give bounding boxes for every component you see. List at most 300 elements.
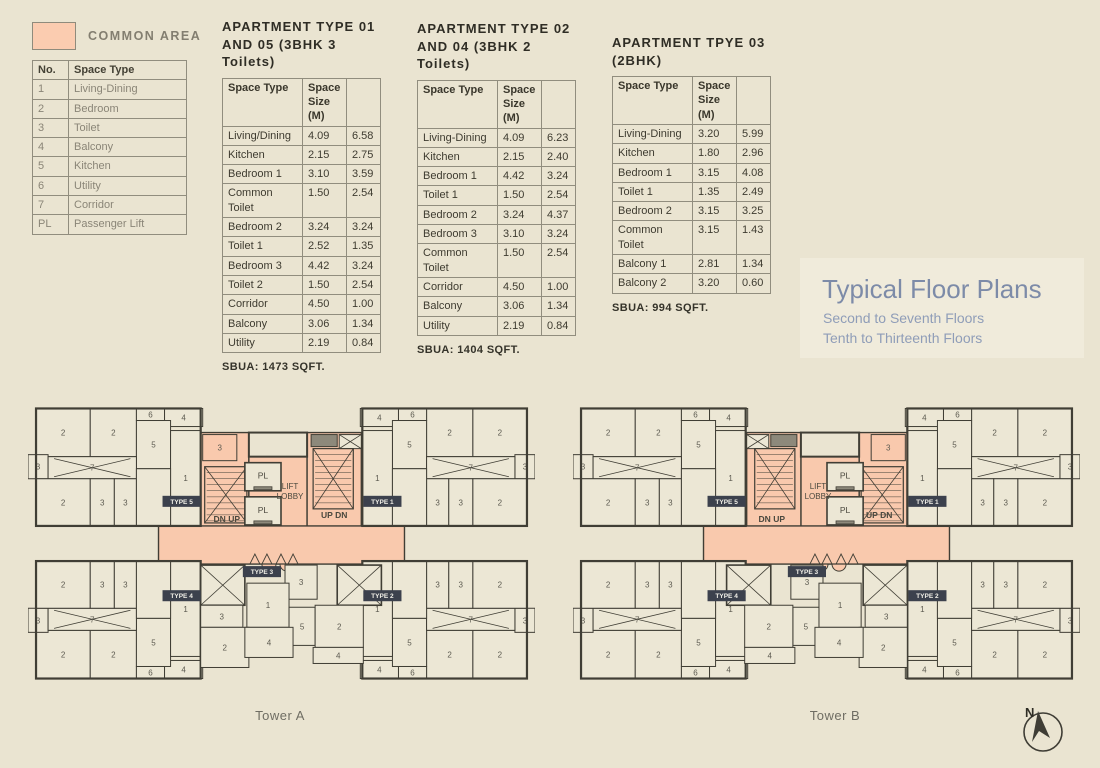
- column-header: Space Size (M): [303, 78, 347, 126]
- table-cell: Living-Dining: [69, 80, 187, 99]
- apartment-type-02-block: [417, 20, 579, 356]
- apartment-type-02-title-line2: AND 04 (3BHK 2 Toilets): [417, 38, 532, 72]
- plan-text-label: 4: [726, 413, 731, 423]
- table-cell: Bedroom 2: [418, 205, 498, 224]
- table-row: [33, 176, 187, 195]
- plan-text-label: 3: [35, 616, 41, 626]
- table-cell: 3.20: [693, 124, 737, 143]
- compass-north-label: N: [1025, 705, 1035, 720]
- table-cell: Bedroom 1: [613, 163, 693, 182]
- plan-text-label: 2: [992, 650, 997, 660]
- plan-text-label: 3: [1003, 498, 1008, 508]
- plan-text-label: 3: [645, 498, 650, 508]
- table-cell: 1.34: [347, 314, 381, 333]
- plan-text-label: 3: [458, 498, 463, 508]
- table-row: [33, 118, 187, 137]
- table-cell: 5: [33, 157, 69, 176]
- room: [136, 561, 170, 618]
- plan-text-label: LOBBY: [804, 491, 832, 501]
- table-cell: 4.09: [303, 126, 347, 145]
- plan-text-label: 6: [955, 410, 960, 420]
- plan-text-label: 7: [1013, 463, 1018, 473]
- floors-subtitle-1: Second to Seventh Floors: [823, 310, 985, 326]
- plan-text-label: 3: [668, 580, 673, 590]
- plan-text-label: 3: [100, 498, 105, 508]
- plan-text-label: 2: [1042, 650, 1048, 660]
- plan-text-label: 1: [920, 604, 925, 614]
- table-row: [418, 167, 576, 186]
- north-compass: [1005, 692, 1075, 762]
- plan-text-label: UP DN: [321, 509, 348, 520]
- plan-text-label: TYPE 2: [916, 593, 939, 601]
- table-cell: Toilet 1: [613, 182, 693, 201]
- plan-text-label: 3: [458, 580, 463, 590]
- floors-subtitle-2: Tenth to Thirteenth Floors: [823, 330, 983, 346]
- plan-text-label: 4: [377, 413, 382, 423]
- table-cell: 6.58: [347, 126, 381, 145]
- plan-text-label: 2: [605, 650, 611, 660]
- plan-text-label: PL: [257, 470, 269, 481]
- plan-text-label: 4: [922, 413, 927, 423]
- table-cell: Toilet 2: [223, 275, 303, 294]
- table-cell: 0.60: [737, 274, 771, 293]
- plan-text-label: 2: [605, 498, 611, 508]
- plan-text-label: 7: [90, 463, 95, 473]
- table-cell: Toilet: [69, 118, 187, 137]
- plan-text-label: 3: [1003, 580, 1008, 590]
- plan-text-label: TYPE 2: [371, 593, 394, 601]
- room: [681, 561, 715, 618]
- plan-text-label: 3: [980, 580, 985, 590]
- plan-text-label: 4: [266, 638, 272, 648]
- tower-a-label: Tower A: [255, 708, 305, 723]
- table-cell: 3.24: [303, 218, 347, 237]
- table-row: [223, 237, 381, 256]
- table-cell: Kitchen: [613, 144, 693, 163]
- table-cell: Living/Dining: [223, 126, 303, 145]
- table-row: [33, 157, 187, 176]
- tower-b-label: Tower B: [809, 708, 861, 723]
- table-cell: Common Toilet: [613, 221, 693, 255]
- table-cell: Bedroom 3: [418, 225, 498, 244]
- plan-text-label: 3: [668, 498, 673, 508]
- table-cell: 0.84: [542, 316, 576, 335]
- table-cell: 0.84: [347, 333, 381, 352]
- table-row: [223, 314, 381, 333]
- table-cell: Bedroom 2: [613, 202, 693, 221]
- lift-door: [836, 521, 854, 524]
- table-cell: 3.10: [303, 165, 347, 184]
- column-header: [737, 77, 771, 125]
- table-cell: Bedroom 1: [418, 167, 498, 186]
- table-row: [33, 99, 187, 118]
- duct: [771, 435, 797, 447]
- table-cell: 4: [33, 138, 69, 157]
- plan-text-label: 2: [111, 650, 116, 660]
- table-cell: Bedroom 3: [223, 256, 303, 275]
- data-table: [417, 80, 576, 336]
- plan-text-label: 5: [952, 638, 957, 648]
- plan-text-label: 2: [605, 428, 611, 438]
- table-row: [613, 202, 771, 221]
- table-cell: Toilet 1: [418, 186, 498, 205]
- table-cell: 2.81: [693, 255, 737, 274]
- plan-text-label: 1: [375, 474, 380, 484]
- table-cell: 3.24: [498, 205, 542, 224]
- table-cell: 5.99: [737, 124, 771, 143]
- plan-text-label: 5: [696, 440, 701, 450]
- plan-text-label: TYPE 3: [795, 569, 819, 577]
- plan-text-label: 3: [435, 580, 440, 590]
- table-cell: Balcony: [69, 138, 187, 157]
- plan-text-label: 3: [884, 612, 889, 622]
- common-area: [704, 526, 950, 564]
- plan-text-label: 1: [728, 474, 733, 484]
- table-cell: 2.54: [542, 244, 576, 278]
- typical-floor-plans-panel: [800, 258, 1084, 358]
- plan-text-label: 2: [766, 622, 772, 632]
- table-cell: 2.40: [542, 147, 576, 166]
- column-header: [347, 78, 381, 126]
- door-arc: [832, 564, 846, 571]
- table-row: [223, 218, 381, 237]
- table-cell: Utility: [418, 316, 498, 335]
- plan-text-label: 4: [181, 413, 186, 423]
- table-cell: 3: [33, 118, 69, 137]
- table-cell: 1.34: [737, 255, 771, 274]
- table-cell: Utility: [223, 333, 303, 352]
- table-cell: 1.00: [347, 295, 381, 314]
- duct: [311, 435, 337, 447]
- plan-text-label: 1: [183, 474, 188, 484]
- plan-text-label: 3: [522, 462, 528, 472]
- plan-text-label: DN UP: [213, 513, 241, 524]
- plan-text-label: 2: [497, 650, 503, 660]
- table-cell: 1.50: [498, 244, 542, 278]
- table-cell: 2.19: [498, 316, 542, 335]
- plan-text-label: TYPE 3: [250, 569, 274, 577]
- table-row: [33, 215, 187, 234]
- lift-door: [254, 521, 272, 524]
- table-row: [613, 274, 771, 293]
- lift-door: [836, 487, 854, 490]
- apartment-type-02-sbua: SBUA: 1404 SQFT.: [417, 343, 520, 356]
- table-cell: Living-Dining: [418, 128, 498, 147]
- table-cell: Balcony 1: [613, 255, 693, 274]
- table-cell: Kitchen: [69, 157, 187, 176]
- table-cell: 4.50: [303, 295, 347, 314]
- column-header: [542, 80, 576, 128]
- plan-text-label: 3: [580, 462, 586, 472]
- table-row: [418, 316, 576, 335]
- table-cell: Bedroom 1: [223, 165, 303, 184]
- table-cell: 1.50: [498, 186, 542, 205]
- table-cell: 3.15: [693, 221, 737, 255]
- plan-text-label: 5: [803, 622, 809, 632]
- table-cell: 1.35: [347, 237, 381, 256]
- table-cell: 3.24: [347, 256, 381, 275]
- column-header: No.: [33, 61, 69, 80]
- plan-text-label: 1: [728, 604, 733, 614]
- table-cell: 1.50: [303, 184, 347, 218]
- space-type-table: [32, 60, 201, 235]
- apartment-type-02-title-line1: APARTMENT TYPE 02: [417, 21, 571, 36]
- apartment-type-02-table: [417, 80, 579, 336]
- apartment-type-01-title-line2: AND 05 (3BHK 3 Toilets): [222, 36, 337, 70]
- table-cell: Bedroom 2: [223, 218, 303, 237]
- table-cell: PL: [33, 215, 69, 234]
- plan-text-label: 4: [836, 638, 842, 648]
- plan-text-label: 2: [60, 428, 66, 438]
- plan-text-label: 7: [90, 615, 95, 625]
- plan-text-label: 3: [522, 616, 528, 626]
- plan-text-label: 3: [886, 443, 891, 453]
- table-cell: 1: [33, 80, 69, 99]
- table-cell: 4.42: [303, 256, 347, 275]
- plan-text-label: TYPE 4: [715, 593, 738, 601]
- table-cell: 2.19: [303, 333, 347, 352]
- table-row: [613, 255, 771, 274]
- plan-text-label: 1: [183, 604, 188, 614]
- plan-text-label: 4: [922, 665, 927, 675]
- plan-text-label: 5: [696, 638, 701, 648]
- plan-text-label: 6: [955, 668, 960, 678]
- table-row: [418, 205, 576, 224]
- table-cell: Living-Dining: [613, 124, 693, 143]
- plan-text-label: 4: [181, 665, 186, 675]
- table-cell: Balcony 2: [613, 274, 693, 293]
- plan-text-label: 2: [447, 650, 452, 660]
- table-cell: 1.80: [693, 144, 737, 163]
- table-cell: 2.54: [542, 186, 576, 205]
- typical-floor-plans-heading: Typical Floor Plans: [822, 274, 1042, 304]
- table-cell: 2.75: [347, 145, 381, 164]
- plan-text-label: LOBBY: [276, 491, 304, 501]
- plan-text-label: 5: [407, 638, 412, 648]
- table-cell: Corridor: [418, 277, 498, 296]
- table-cell: Common Toilet: [223, 184, 303, 218]
- table-header-row: [613, 77, 771, 125]
- tower-a-floor-plan: [28, 400, 535, 687]
- plan-text-label: 1: [920, 474, 925, 484]
- plan-text-label: TYPE 1: [916, 498, 939, 506]
- table-row: [418, 297, 576, 316]
- plan-text-label: 5: [299, 622, 305, 632]
- plan-text-label: 3: [435, 498, 440, 508]
- plan-text-label: 4: [377, 665, 382, 675]
- common-area-legend: [32, 22, 201, 235]
- plan-text-label: 5: [407, 440, 412, 450]
- plan-text-label: 5: [151, 440, 156, 450]
- plan-text-label: 2: [1042, 498, 1048, 508]
- plan-text-label: 2: [60, 650, 66, 660]
- plan-text-label: 2: [60, 580, 66, 590]
- plan-text-label: PL: [839, 470, 851, 481]
- table-row: [613, 182, 771, 201]
- plan-text-label: 6: [148, 668, 153, 678]
- column-header: Space Size (M): [498, 80, 542, 128]
- plan-text-label: 2: [447, 428, 452, 438]
- plan-text-label: 2: [222, 643, 228, 653]
- plan-text-label: 3: [100, 580, 105, 590]
- table-row: [613, 163, 771, 182]
- plan-text-label: 3: [1067, 616, 1073, 626]
- table-cell: Utility: [69, 176, 187, 195]
- table-cell: Toilet 1: [223, 237, 303, 256]
- plan-text-label: 2: [656, 650, 661, 660]
- table-cell: Corridor: [223, 295, 303, 314]
- plan-text-label: 3: [1067, 462, 1073, 472]
- plan-text-label: 4: [335, 651, 341, 661]
- apartment-type-01-table: [222, 78, 382, 353]
- table-cell: 4.09: [498, 128, 542, 147]
- building-notch: [249, 433, 307, 457]
- plan-text-label: 2: [1042, 580, 1048, 590]
- plan-text-label: 6: [410, 668, 415, 678]
- data-table: [32, 60, 187, 235]
- table-row: [418, 277, 576, 296]
- apartment-type-01-sbua: SBUA: 1473 SQFT.: [222, 361, 325, 374]
- plan-text-label: 2: [111, 428, 116, 438]
- plan-text-label: 2: [605, 580, 611, 590]
- table-cell: 3.20: [693, 274, 737, 293]
- table-cell: Bedroom: [69, 99, 187, 118]
- common-area-swatch: [32, 22, 76, 50]
- plan-text-label: 2: [1042, 428, 1048, 438]
- table-cell: 3.10: [498, 225, 542, 244]
- plan-text-label: 1: [265, 601, 271, 611]
- plan-text-label: PL: [257, 504, 269, 515]
- table-row: [223, 145, 381, 164]
- data-table: [612, 76, 771, 294]
- table-row: [613, 124, 771, 143]
- column-header: Space Type: [223, 78, 303, 126]
- table-row: [418, 225, 576, 244]
- table-row: [613, 144, 771, 163]
- column-header: Space Type: [418, 80, 498, 128]
- plan-text-label: 6: [148, 410, 153, 420]
- table-cell: 3.59: [347, 165, 381, 184]
- table-row: [223, 126, 381, 145]
- plan-text-label: LIFT: [809, 481, 827, 491]
- table-cell: 3.15: [693, 202, 737, 221]
- plan-text-label: LIFT: [281, 481, 299, 491]
- lift-door: [254, 487, 272, 490]
- table-row: [418, 128, 576, 147]
- table-row: [223, 333, 381, 352]
- table-row: [223, 256, 381, 275]
- table-row: [418, 147, 576, 166]
- plan-text-label: 6: [693, 668, 698, 678]
- plan-text-label: 7: [1013, 615, 1018, 625]
- plan-text-label: 3: [645, 580, 650, 590]
- common-area: [159, 526, 405, 564]
- table-cell: 1.43: [737, 221, 771, 255]
- apartment-type-03-block: [612, 34, 812, 314]
- plan-text-label: 3: [804, 578, 810, 588]
- table-cell: 2.49: [737, 182, 771, 201]
- table-cell: 4.42: [498, 167, 542, 186]
- plan-text-label: 1: [375, 604, 380, 614]
- table-row: [33, 196, 187, 215]
- plan-text-label: 1: [837, 601, 843, 611]
- plan-text-label: 7: [468, 615, 473, 625]
- table-row: [613, 221, 771, 255]
- table-cell: 2.15: [498, 147, 542, 166]
- table-cell: 1.50: [303, 275, 347, 294]
- table-cell: 3.15: [693, 163, 737, 182]
- common-area-label: COMMON AREA: [88, 29, 202, 43]
- table-cell: 1.00: [542, 277, 576, 296]
- table-cell: 3.24: [347, 218, 381, 237]
- table-row: [418, 186, 576, 205]
- plan-text-label: 6: [410, 410, 415, 420]
- apartment-type-03-title-line1: APARTMENT TPYE 03 (2BHK): [612, 35, 766, 68]
- plan-text-label: UP DN: [866, 509, 893, 520]
- plan-text-label: 2: [497, 580, 503, 590]
- plan-text-label: DN UP: [758, 513, 786, 524]
- legend-header: [32, 22, 201, 50]
- table-cell: 7: [33, 196, 69, 215]
- table-cell: 3.06: [498, 297, 542, 316]
- plan-text-label: 3: [123, 580, 128, 590]
- table-cell: 4.50: [498, 277, 542, 296]
- plan-text-label: 4: [767, 651, 773, 661]
- plan-text-label: 7: [635, 615, 640, 625]
- table-header-row: [33, 61, 187, 80]
- column-header: Space Size (M): [693, 77, 737, 125]
- plan-text-label: 2: [992, 428, 997, 438]
- plan-text-label: 3: [35, 462, 41, 472]
- table-cell: 2.15: [303, 145, 347, 164]
- table-cell: 6.23: [542, 128, 576, 147]
- plan-text-label: 3: [298, 578, 304, 588]
- plan-text-label: 3: [219, 612, 224, 622]
- table-cell: 2.52: [303, 237, 347, 256]
- table-cell: 6: [33, 176, 69, 195]
- table-row: [223, 295, 381, 314]
- plan-text-label: 3: [580, 616, 586, 626]
- apartment-type-01-block: [222, 18, 382, 373]
- table-cell: 3.25: [737, 202, 771, 221]
- plan-text-label: TYPE 5: [170, 498, 193, 506]
- table-row: [33, 138, 187, 157]
- table-header-row: [223, 78, 381, 126]
- column-header: Space Type: [69, 61, 187, 80]
- table-row: [223, 184, 381, 218]
- apartment-type-03-sbua: SBUA: 994 SQFT.: [612, 301, 709, 314]
- plan-text-label: 6: [693, 410, 698, 420]
- table-cell: Passenger Lift: [69, 215, 187, 234]
- table-cell: 2: [33, 99, 69, 118]
- plan-text-label: 2: [497, 428, 503, 438]
- data-table: [222, 78, 381, 353]
- table-header-row: [418, 80, 576, 128]
- plan-text-label: 2: [60, 498, 66, 508]
- table-cell: Balcony: [418, 297, 498, 316]
- plan-text-label: 3: [980, 498, 985, 508]
- apartment-type-01-title-line1: APARTMENT TYPE 01: [222, 19, 376, 34]
- plan-text-label: 2: [497, 498, 503, 508]
- tower-b-floor-plan: [573, 400, 1080, 687]
- table-cell: 4.37: [542, 205, 576, 224]
- plan-text-label: TYPE 4: [170, 593, 193, 601]
- table-cell: 1.34: [542, 297, 576, 316]
- table-cell: Common Toilet: [418, 244, 498, 278]
- column-header: Space Type: [613, 77, 693, 125]
- table-row: [223, 275, 381, 294]
- table-cell: Kitchen: [223, 145, 303, 164]
